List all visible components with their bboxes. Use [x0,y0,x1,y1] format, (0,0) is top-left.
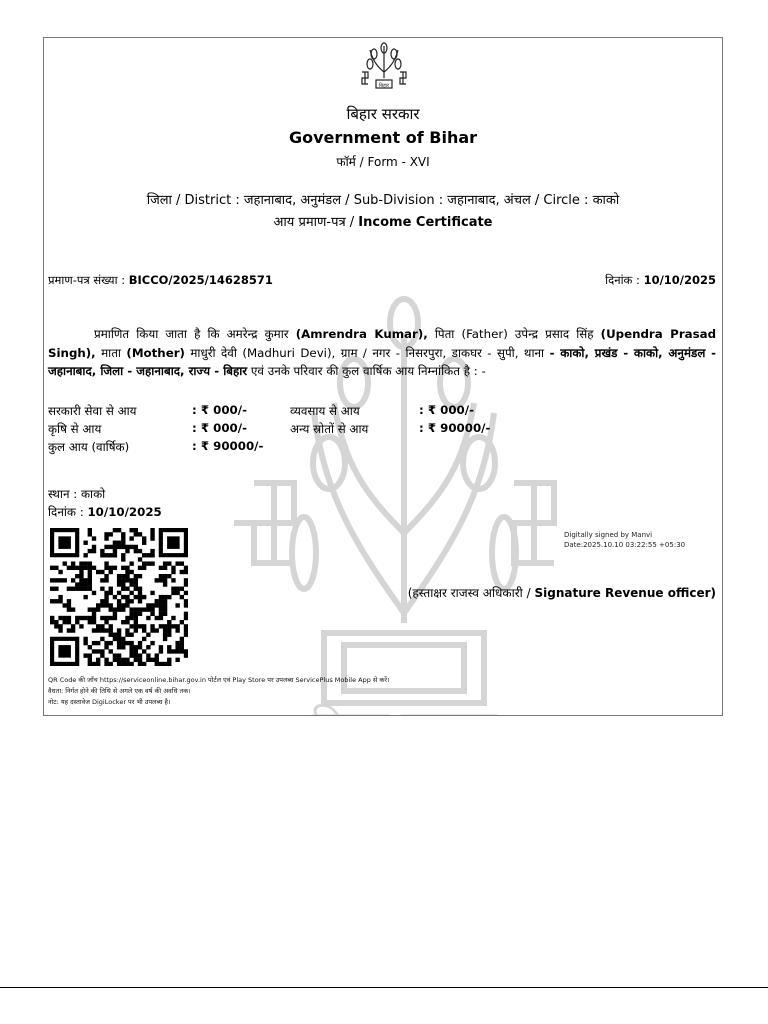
place-date-label: दिनांक : [48,505,84,519]
income-govt-label: सरकारी सेवा से आय [48,404,137,418]
income-business-label: व्यवसाय से आय [290,404,360,418]
certificate-frame [43,37,723,743]
certificate-type-english: Income Certificate [358,215,493,230]
qr-code [50,528,188,666]
cert-no-label: प्रमाण-पत्र संख्या : [48,273,126,287]
certificate-type [44,212,722,230]
place-date-line [48,504,162,520]
svg-text:बिहार सरकार: बिहार सरकार [311,703,497,743]
date-value: 10/10/2025 [643,273,716,287]
para-address: निसरपुरा, डाकघर - सुपी, थाना [405,345,545,360]
signed-date: Date:2025.10.10 03:22:55 +05:30 [564,541,686,549]
income-total-value: : ₹ 90000/- [192,439,264,453]
signature-line [408,584,716,601]
para-name-english: (Amrendra Kumar), [295,327,428,341]
income-agri-value: : ₹ 000/- [192,421,247,435]
title-english: Government of Bihar [288,128,478,147]
income-other-value: : ₹ 90000/- [419,421,491,435]
date-label: दिनांक : [605,273,640,287]
form-number: फॉर्म / Form - XVI [336,155,430,169]
income-total-label: कुल आय (वार्षिक) [48,440,130,454]
signed-by: Digitally signed by Manvi [564,531,653,539]
district-value: जहानाबाद, [243,193,297,208]
para-text-1: प्रमाणित किया जाता है कि अमरेन्द्र कुमार [94,327,289,341]
digital-signature-stamp [564,530,685,550]
place-line [48,486,105,502]
title-hindi: बिहार सरकार [346,105,420,123]
cert-no-value: BICCO/2025/14628571 [128,273,273,287]
certification-paragraph [48,325,716,381]
signature-hindi: (हस्ताक्षर राजस्व अधिकारी / [407,586,531,600]
bihar-emblem-logo [356,42,412,94]
subdivision-label: अनुमंडल / Sub-Division : [300,193,444,208]
income-business-value: : ₹ 000/- [419,403,474,417]
signature-english: Signature Revenue officer) [534,586,716,600]
para-father-english: (Upendra Prasad Singh), [48,327,717,360]
page-bottom-rule [0,987,768,988]
para-father: पिता (Father) उपेन्द्र प्रसाद सिंह [434,327,594,341]
income-other-label: अन्य स्रोतों से आय [290,422,369,436]
certificate-number [48,273,273,288]
subdivision-value: जहानाबाद, [447,193,500,208]
footer-validity: वैधता: निर्गत होने की तिथि से अगले एक वर्ष की अवधि तक। [48,687,191,695]
circle-label: अंचल / Circle : [503,193,589,208]
income-agri-label: कृषि से आय [48,422,102,436]
district-label: जिला / District : [146,193,240,208]
location-line [44,190,722,208]
para-closing: एवं उनके परिवार की कुल वार्षिक आय निम्नांकित है : - [250,364,486,378]
para-mother: माधुरी देवी (Madhuri Devi), ग्राम / नगर - [190,345,401,360]
place-label: स्थान : [48,487,78,501]
certificate-date [605,273,716,288]
para-address-bold: - काको, प्रखंड - काको, अनुमंडल - जहानाबाद, जिला - जहानाबाद, राज्य - बिहार [48,345,717,378]
income-govt-value: : ₹ 000/- [192,403,247,417]
para-mother-label: माता [101,345,121,360]
certificate-type-hindi: आय प्रमाण-पत्र / [273,215,355,230]
footer-qr-note: QR Code की जाँच https://serviceonline.bihar.gov.in पोर्टल एवं Play Store पर उपलब्ध ServicePlus Mobile App से करें। [48,676,390,684]
circle-value: काको [592,193,620,208]
para-mother-english-label: (Mother) [126,345,185,360]
place-date-value: 10/10/2025 [87,505,162,519]
place-value: काको [80,487,106,501]
svg-text:बिहार: बिहार [378,83,390,89]
footer-digilocker: नोट: यह दस्तावेज DigiLocker पर भी उपलब्ध है। [48,698,171,706]
